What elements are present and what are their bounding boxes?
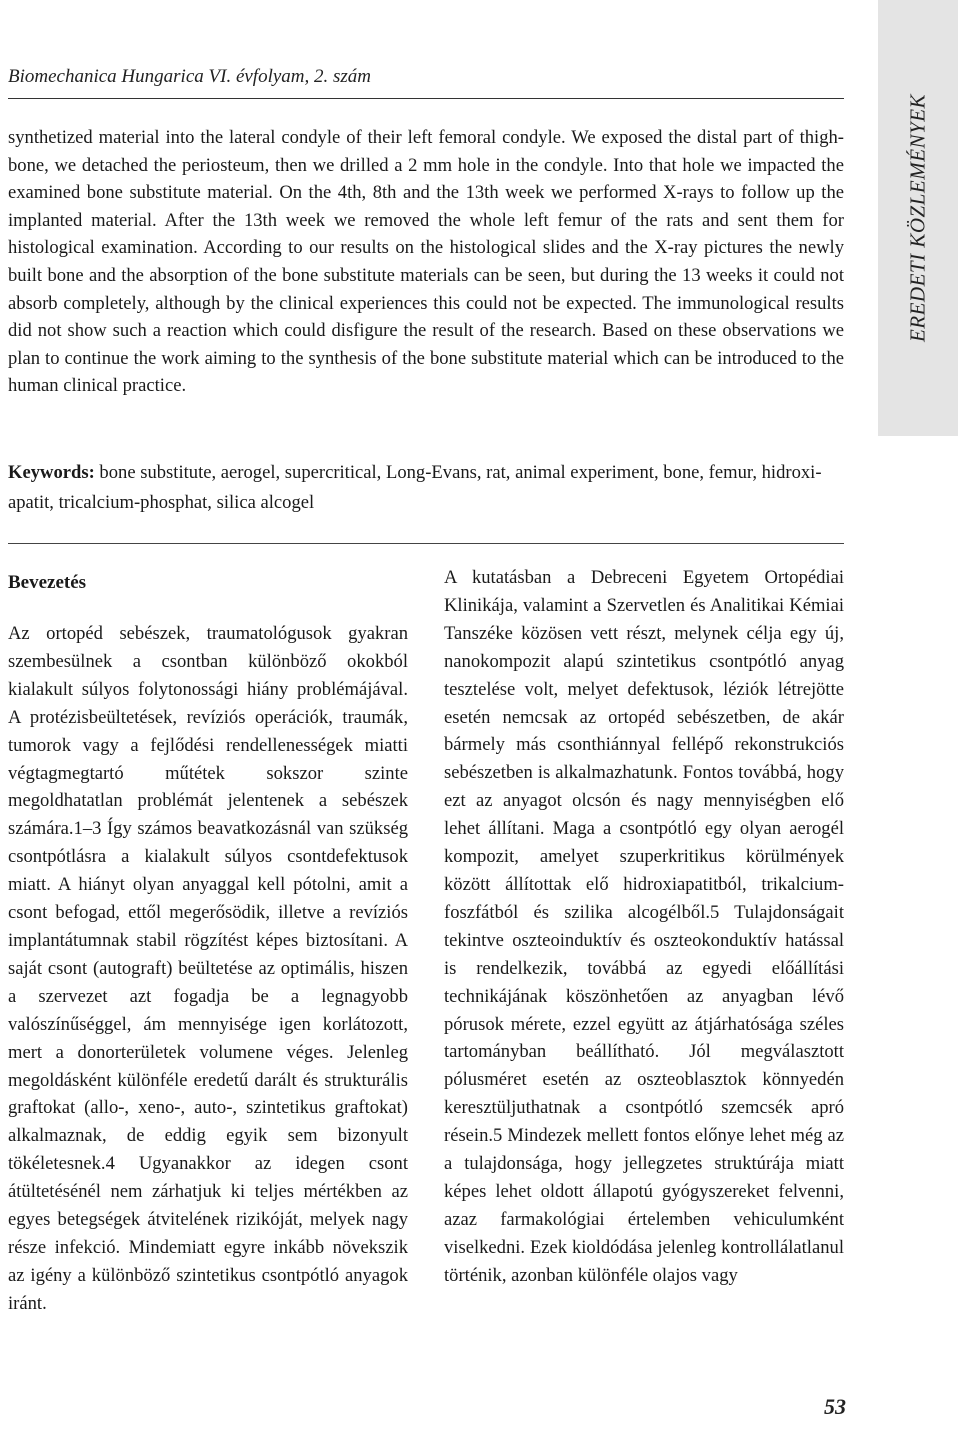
body-column-left: Az ortopéd sebészek, traumatológusok gyakran szembesülnek a csontban különböző okokból kialakult súlyos folytonossági hiány problémájával. A protézisbeültetések, revíziós operációk, traumák, tumorok vagy a fejlődési rendellenességek miatti végtagmegtartó műtétek sokszor szinte megoldhatatlan problémát jelentenek a sebészek számára.1–3 Így számos beavatkozásnál van szükség csontpótlásra a kialakult súlyos csontdefektusok miatt. A hiányt olyan anyaggal kell pótolni, amit a csont befogad, ettől megerősödik, illetve a revíziós implantátumnak stabil rögzítést képes biztosítani. A saját csont (autograft) beültetése az optimális, hiszen a szervezet azt fogadja be a legnagyobb valószínűséggel, ám mennyisége igen korlátozott, mert a donorterületek volumene véges. Jelenleg megoldásként különféle eredetű darált és strukturális graftokat (allo-, xeno-, auto-, szintetikus graftokat) alkalmaznak, de eddig egyik sem bizonyult tökéletesnek.4 Ugyanakkor az idegen csont átültetésénél nem zárhatjuk ki teljes mértékben az egyes betegségek átvitelének rizikóját, melyek nagy része infekció. Mindemiatt egyre inkább növekszik az igény a különböző szintetikus csontpótló anyagok iránt. [8, 623, 408, 1314]
keywords-text: bone substitute, aerogel, supercritical, Long-Evans, rat, animal experiment, bone, femur, hidroxi-apatit, tricalcium-phosphat, silica alcogel [8, 462, 822, 513]
section-side-tab [878, 0, 958, 436]
keywords-label: Keywords: [8, 462, 95, 483]
body-column-right: A kutatásban a Debreceni Egyetem Ortopédiai Klinikája, valamint a Szervetlen és Analitikai Kémiai Tanszéke közösen vett részt, melynek célja egy új, nanokompozit alapú szintetikus csontpótló anyag tesztelése volt, melyet defektusok, léziók létrejötte esetén nemcsak az ortopéd sebészetben, de akár bármely más csonthiánnyal fellépő rekonstrukciós sebészetben is alkalmazhatunk. Fontos továbbá, hogy ezt az anyagot olcsón és nagy mennyiségben elő lehet állítani. Maga a csontpótló egy olyan aerogél kompozit, amelyet szuperkritikus körülmények között állítottak elő hidroxiapatitból, trikalcium-foszfátból és szilika alcogélből.5 Tulajdonságait tekintve oszteoinduktív és oszteokonduktív hatással is rendelkezik, továbbá az egyedi előállítási technikájának köszönhetően az anyagban lévő pórusok mérete, ezzel együtt az átjárhatósága széles tartományban beállítható. Jól megválasztott pólusméret esetén az oszteoblasztok könnyedén keresztüljuthatnak a csontpótló szemcsék apró résein.5 Mindezek mellett fontos előnye lehet még az a tulajdonsága, hogy jellegzetes struktúrája miatt képes lehet oldott állapotú gyógyszereket felvenni, azaz farmakológiai értelemben vehiculumként viselkedni. Ezek kioldódása jelenleg kontrollálatlanul történik, azonban különféle olajos vagy [444, 567, 844, 1286]
journal-header: Biomechanica Hungarica VI. évfolyam, 2. szám [8, 66, 372, 87]
section-title: Bevezetés [8, 572, 87, 593]
header-divider [8, 98, 844, 99]
abstract-paragraph: synthetized material into the lateral condyle of their left femoral condyle. We exposed the distal part of thigh-bone, we detached the periosteum, then we drilled a 2 mm hole in the condyle. Into that hole we impacted the examined bone substitute material. On the 4th, 8th and the 13th week we performed X-rays to follow up the implanted material. After the 13th week we removed the whole left femur of the rats and sent them for histological examination. According to our results on the histological slides and the X-ray pictures the newly built bone and the absorption of the bone substitute materials can be seen, but during the 13 weeks it could not absorb completely, although by the clinical experiences this could not be expected. The immunological results did not show such a reaction which could disfigure the result of the research. Based on these observations we plan to continue the work aiming to the synthesis of the bone substitute material which can be introduced to the human clinical practice. [8, 127, 844, 397]
side-tab-label: EREDETI KÖZLEMÉNYEK [905, 93, 930, 343]
section-divider [8, 543, 844, 544]
keywords-paragraph [8, 458, 844, 518]
page-number: 53 [824, 1394, 846, 1419]
